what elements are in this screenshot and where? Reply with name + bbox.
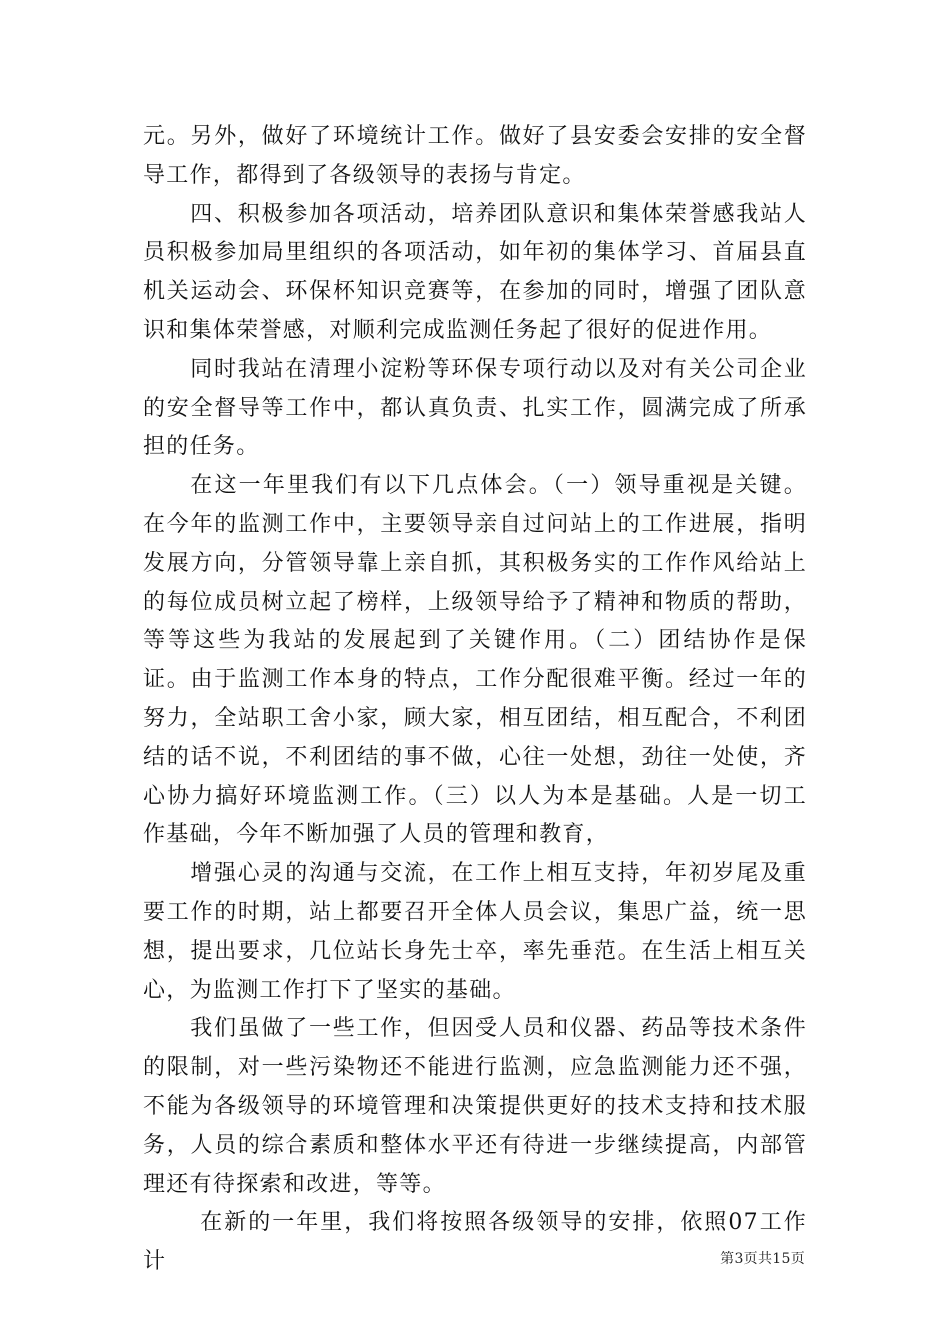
document-body (143, 118, 807, 1282)
paragraph-1: 元。另外，做好了环境统计工作。做好了县安委会安排的安全督导工作，都得到了各级领导的表扬与肯定。 (143, 124, 807, 188)
page-number (720, 1250, 805, 1268)
paragraph-6: 我们虽做了一些工作，但因受人员和仪器、药品等技术条件的限制，对一些污染物还不能进行监测，应急监测能力还不强，不能为各级领导的环境管理和决策提供更好的技术支持和技术服务，人员的综合素质和整体水平还有待进一步继续提高，内部管理还有待探索和改进，等等。 (143, 1016, 807, 1197)
paragraph-3: 同时我站在清理小淀粉等环保专项行动以及对有关公司企业的安全督导等工作中，都认真负责、扎实工作，圆满完成了所承担的任务。 (143, 356, 807, 460)
page-number-label: 第3页共15页 (720, 1251, 805, 1267)
paragraph-4: 在这一年里我们有以下几点体会。（一）领导重视是关键。在今年的监测工作中，主要领导亲自过问站上的工作进展，指明发展方向，分管领导靠上亲自抓，其积极务实的工作作风给站上的每位成员树立起了榜样，上级领导给予了精神和物质的帮助，等等这些为我站的发展起到了关键作用。（二）团结协作是保证。由于监测工作本身的特点，工作分配很难平衡。经过一年的努力，全站职工舍小家，顾大家，相互团结，相互配合，不利团结的话不说，不利团结的事不做，心往一处想，劲往一处使，齐心协力搞好环境监测工作。（三）以人为本是基础。人是一切工作基础，今年不断加强了人员的管理和教育， (143, 473, 807, 848)
paragraph-5: 增强心灵的沟通与交流，在工作上相互支持，年初岁尾及重要工作的时期，站上都要召开全体人员会议，集思广益，统一思想，提出要求，几位站长身先士卒，率先垂范。在生活上相互关心，为监测工作打下了坚实的基础。 (143, 861, 807, 1003)
paragraph-7: 在新的一年里，我们将按照各级领导的安排，依照07工作计 (143, 1210, 807, 1275)
paragraph-2: 四、积极参加各项活动，培养团队意识和集体荣誉感我站人员积极参加局里组织的各项活动，如年初的集体学习、首届县直机关运动会、环保杯知识竞赛等，在参加的同时，增强了团队意识和集体荣誉感，对顺利完成监测任务起了很好的促进作用。 (143, 201, 807, 343)
